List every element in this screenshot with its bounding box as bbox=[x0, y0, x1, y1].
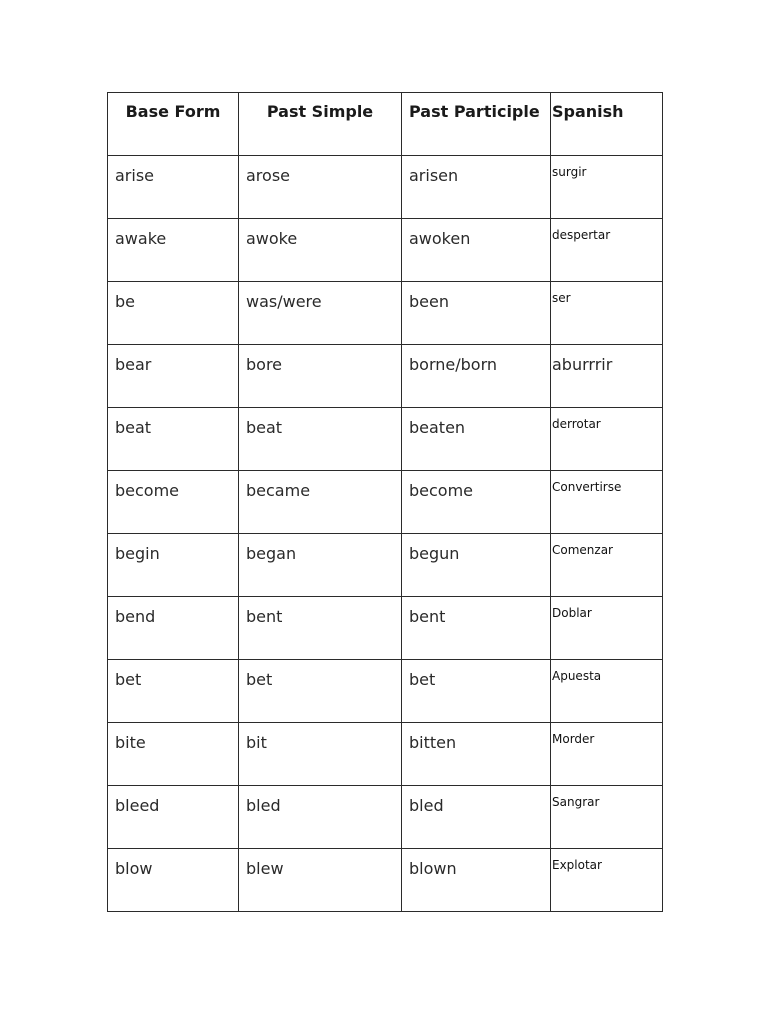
cell-past-simple bbox=[239, 849, 402, 912]
cell-spanish bbox=[551, 282, 663, 345]
table-row bbox=[108, 471, 663, 534]
cell-text: beat bbox=[115, 418, 152, 437]
cell-past-simple bbox=[239, 723, 402, 786]
cell-text: Apuesta bbox=[552, 669, 602, 683]
cell-text: derrotar bbox=[552, 417, 601, 431]
cell-text: despertar bbox=[552, 228, 611, 242]
cell-text: Sangrar bbox=[552, 795, 600, 809]
cell-text: borne/born bbox=[409, 355, 497, 374]
cell-text: Explotar bbox=[552, 858, 602, 872]
cell-past-participle bbox=[402, 849, 551, 912]
cell-past-simple bbox=[239, 345, 402, 408]
cell-spanish bbox=[551, 723, 663, 786]
cell-text: began bbox=[246, 544, 297, 563]
cell-past-participle bbox=[402, 471, 551, 534]
cell-spanish bbox=[551, 660, 663, 723]
cell-base-form bbox=[108, 408, 239, 471]
cell-text: ser bbox=[552, 291, 571, 305]
cell-past-participle bbox=[402, 219, 551, 282]
header-label: Spanish bbox=[552, 102, 624, 121]
cell-past-simple bbox=[239, 660, 402, 723]
cell-text: surgir bbox=[552, 165, 587, 179]
table-row bbox=[108, 597, 663, 660]
cell-spanish bbox=[551, 408, 663, 471]
table-row bbox=[108, 345, 663, 408]
cell-past-participle bbox=[402, 660, 551, 723]
cell-spanish bbox=[551, 849, 663, 912]
cell-text: Comenzar bbox=[552, 543, 613, 557]
cell-text: bet bbox=[115, 670, 142, 689]
cell-text: awoke bbox=[246, 229, 298, 248]
cell-text: awoken bbox=[409, 229, 471, 248]
header-label: Base Form bbox=[125, 102, 221, 121]
table-row bbox=[108, 534, 663, 597]
cell-base-form bbox=[108, 597, 239, 660]
table-header-row bbox=[108, 93, 663, 156]
cell-spanish bbox=[551, 786, 663, 849]
cell-past-simple bbox=[239, 786, 402, 849]
cell-text: arose bbox=[246, 166, 290, 185]
cell-text: bleed bbox=[115, 796, 160, 815]
header-spanish bbox=[551, 93, 663, 156]
header-label: Past Simple bbox=[266, 102, 374, 121]
cell-past-simple bbox=[239, 282, 402, 345]
cell-text: blow bbox=[115, 859, 153, 878]
header-label: Past Participle bbox=[409, 102, 540, 121]
cell-base-form bbox=[108, 660, 239, 723]
cell-past-participle bbox=[402, 723, 551, 786]
cell-spanish bbox=[551, 219, 663, 282]
cell-spanish bbox=[551, 156, 663, 219]
cell-past-simple bbox=[239, 534, 402, 597]
cell-past-participle bbox=[402, 345, 551, 408]
cell-past-participle bbox=[402, 156, 551, 219]
cell-past-participle bbox=[402, 408, 551, 471]
cell-base-form bbox=[108, 723, 239, 786]
cell-base-form bbox=[108, 786, 239, 849]
cell-text: was/were bbox=[246, 292, 322, 311]
cell-text: Convertirse bbox=[552, 480, 622, 494]
cell-base-form bbox=[108, 282, 239, 345]
cell-text: bitten bbox=[409, 733, 457, 752]
cell-text: awake bbox=[115, 229, 167, 248]
cell-text: bite bbox=[115, 733, 146, 752]
table-row bbox=[108, 282, 663, 345]
cell-base-form bbox=[108, 849, 239, 912]
cell-text: begun bbox=[409, 544, 460, 563]
cell-text: beat bbox=[246, 418, 283, 437]
table-row bbox=[108, 219, 663, 282]
table-row bbox=[108, 849, 663, 912]
cell-text: became bbox=[246, 481, 311, 500]
cell-past-simple bbox=[239, 219, 402, 282]
cell-text: bent bbox=[246, 607, 283, 626]
header-base-form bbox=[108, 93, 239, 156]
table-row bbox=[108, 786, 663, 849]
cell-text: bent bbox=[409, 607, 446, 626]
cell-past-participle bbox=[402, 786, 551, 849]
cell-text: begin bbox=[115, 544, 160, 563]
cell-text: bled bbox=[409, 796, 444, 815]
table-row bbox=[108, 723, 663, 786]
cell-base-form bbox=[108, 534, 239, 597]
cell-text: blew bbox=[246, 859, 284, 878]
cell-text: become bbox=[115, 481, 180, 500]
cell-text: become bbox=[409, 481, 474, 500]
cell-base-form bbox=[108, 219, 239, 282]
cell-past-simple bbox=[239, 471, 402, 534]
cell-text: been bbox=[409, 292, 449, 311]
cell-text: bore bbox=[246, 355, 283, 374]
cell-past-simple bbox=[239, 408, 402, 471]
cell-past-simple bbox=[239, 156, 402, 219]
cell-text: arise bbox=[115, 166, 155, 185]
cell-text: beaten bbox=[409, 418, 466, 437]
cell-text: bet bbox=[409, 670, 436, 689]
cell-text: arisen bbox=[409, 166, 459, 185]
cell-text: Morder bbox=[552, 732, 595, 746]
cell-text: bit bbox=[246, 733, 267, 752]
cell-spanish bbox=[551, 534, 663, 597]
cell-text: aburrrir bbox=[552, 355, 613, 374]
header-past-simple bbox=[239, 93, 402, 156]
cell-past-participle bbox=[402, 597, 551, 660]
cell-spanish bbox=[551, 471, 663, 534]
cell-text: blown bbox=[409, 859, 457, 878]
cell-past-simple bbox=[239, 597, 402, 660]
irregular-verbs-table bbox=[107, 92, 663, 912]
cell-base-form bbox=[108, 156, 239, 219]
cell-text: Doblar bbox=[552, 606, 592, 620]
cell-text: bled bbox=[246, 796, 281, 815]
cell-text: bet bbox=[246, 670, 273, 689]
table-row bbox=[108, 660, 663, 723]
header-past-participle bbox=[402, 93, 551, 156]
cell-spanish bbox=[551, 345, 663, 408]
cell-text: bear bbox=[115, 355, 152, 374]
cell-past-participle bbox=[402, 534, 551, 597]
table-row bbox=[108, 156, 663, 219]
cell-base-form bbox=[108, 471, 239, 534]
cell-text: bend bbox=[115, 607, 156, 626]
cell-past-participle bbox=[402, 282, 551, 345]
cell-base-form bbox=[108, 345, 239, 408]
cell-spanish bbox=[551, 597, 663, 660]
table-row bbox=[108, 408, 663, 471]
cell-text: be bbox=[115, 292, 135, 311]
